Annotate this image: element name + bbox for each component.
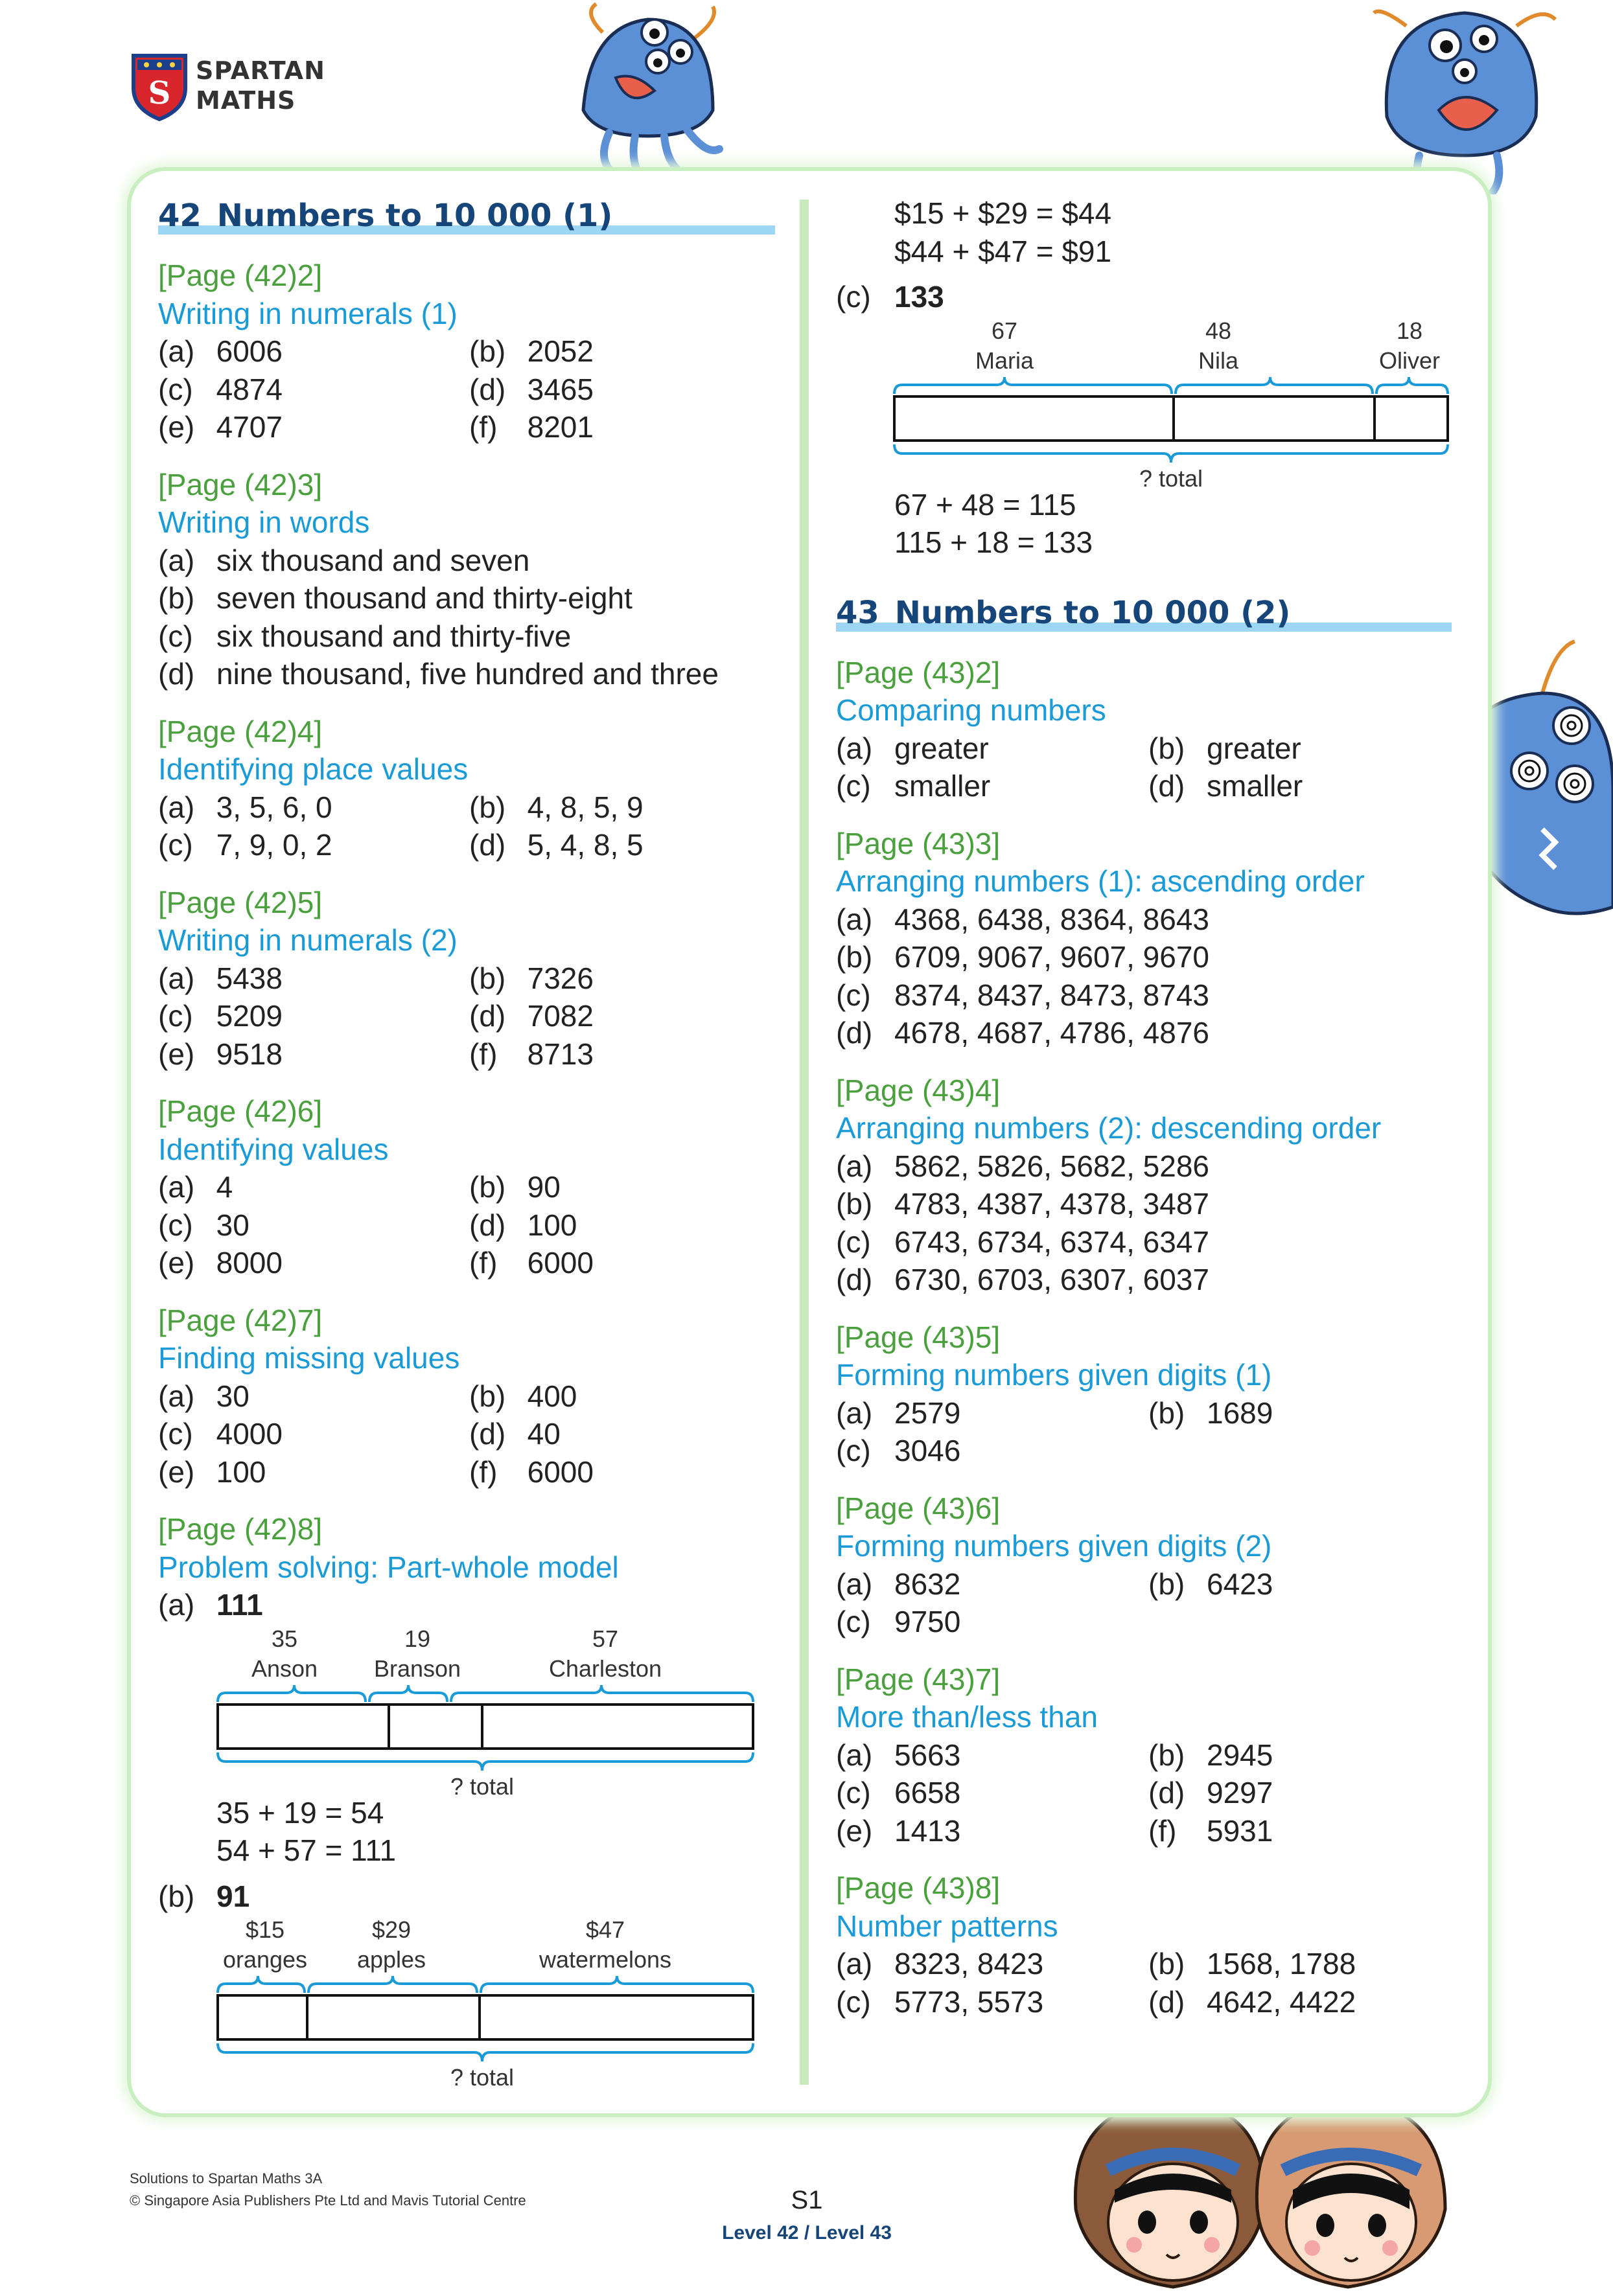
shield-icon [130, 51, 189, 122]
page-ref: [Page (42)5] [158, 885, 323, 919]
item-label: (e) [158, 1246, 195, 1280]
item-label: (b) [469, 790, 506, 824]
page-ref: [Page (43)6] [836, 1491, 1001, 1525]
answer-value: 6000 [527, 1454, 594, 1489]
answer-value: 100 [527, 1208, 577, 1242]
answer-row [836, 1394, 1471, 1432]
answer-value: 3465 [527, 372, 594, 406]
answer-row [836, 938, 1471, 976]
item-label: (a) [158, 961, 195, 995]
item-label: (b) [469, 1170, 506, 1204]
topic-heading: Forming numbers given digits (1) [836, 1358, 1272, 1392]
answer-block [158, 237, 780, 446]
item-label: (a) [158, 1170, 195, 1204]
svg-text:S: S [148, 75, 171, 111]
page-ref: [Page (42)4] [158, 714, 323, 748]
answer-row [836, 901, 1471, 939]
page-ref: [Page (43)2] [836, 655, 1001, 689]
item-label: (c) [158, 1208, 193, 1242]
answer-block [158, 1282, 780, 1491]
model-brackets [158, 1684, 780, 1774]
answer-row [158, 997, 780, 1035]
right-column [836, 194, 1471, 2021]
item-label: (d) [469, 999, 506, 1033]
answer-row [836, 767, 1471, 805]
item-label: (d) [836, 1263, 873, 1296]
answer-block [836, 1470, 1471, 1641]
topic-heading: Identifying place values [158, 752, 469, 786]
answer-value: 4000 [216, 1417, 283, 1451]
answer-row [836, 1223, 1471, 1261]
answer-value: smaller [1207, 769, 1303, 803]
answer-row [158, 1877, 780, 1916]
model-part-label: $47 watermelons [539, 1916, 672, 1973]
part-whole-model-c [836, 316, 1471, 492]
item-label: (b) [469, 334, 506, 368]
answer-value: 5, 4, 8, 5 [527, 828, 644, 862]
item-label: (b) [158, 581, 195, 615]
answer-value: 8632 [894, 1567, 961, 1601]
answer-row [836, 1014, 1471, 1052]
item-label: (a) [158, 334, 195, 368]
answer-value: 30 [216, 1208, 249, 1242]
answer-value: 91 [216, 1879, 250, 1913]
answer-value: 8374, 8437, 8473, 8743 [894, 978, 1210, 1012]
page-ref: [Page (42)2] [158, 258, 323, 292]
item-label: (b) [158, 1879, 195, 1913]
right-answer-blocks [836, 634, 1471, 2021]
page-ref: [Page (42)6] [158, 1094, 323, 1128]
item-label: (e) [158, 1454, 195, 1489]
answer-block [836, 1299, 1471, 1470]
answer-value: 8201 [527, 410, 594, 444]
answer-block [836, 1641, 1471, 1850]
answer-row [158, 371, 780, 409]
item-label: (a) [836, 1738, 873, 1772]
model-part-label: $29 apples [356, 1916, 426, 1973]
model-total-label: ? total [1139, 465, 1203, 492]
page-number: S1 [791, 2186, 823, 2214]
item-label: (b) [1148, 1567, 1185, 1601]
answer-row [158, 1453, 780, 1491]
model-part-label: 18 Oliver [1378, 317, 1440, 374]
answer-value: 5931 [1207, 1813, 1273, 1848]
answer-value: 1413 [894, 1813, 961, 1848]
item-label: (d) [1148, 1984, 1185, 2019]
working-line: 54 + 57 = 111 [216, 1833, 397, 1867]
item-label: (d) [836, 1016, 873, 1050]
answer-value: 133 [894, 280, 944, 314]
answer-block [836, 805, 1471, 1052]
item-label: (b) [1148, 731, 1185, 765]
answer-row [836, 1603, 1471, 1641]
topic-heading: Forming numbers given digits (2) [836, 1529, 1272, 1563]
answer-value: greater [1207, 731, 1301, 765]
answer-block [158, 1073, 780, 1282]
item-label: (b) [836, 1187, 873, 1221]
footer-levels: Level 42 / Level 43 [722, 2222, 892, 2244]
answer-row [836, 1147, 1471, 1186]
spartan-maths-logo [130, 51, 325, 122]
brand-line2: MATHS [196, 86, 296, 115]
working-line: $15 + $29 = $44 [894, 196, 1112, 230]
page-ref: [Page (43)5] [836, 1320, 1001, 1354]
footer-credits [130, 2168, 526, 2212]
answer-row [836, 1261, 1471, 1299]
working-line: $44 + $47 = $91 [894, 234, 1112, 268]
working-lines [836, 194, 1471, 270]
answer-value: 30 [216, 1379, 249, 1413]
model-part-label: 19 Branson [373, 1625, 461, 1682]
working-line: 35 + 19 = 54 [216, 1795, 384, 1830]
answer-row [836, 278, 1471, 316]
answer-value: 9297 [1207, 1776, 1273, 1809]
answer-value: 6743, 6734, 6374, 6347 [894, 1224, 1210, 1259]
item-label: (b) [469, 961, 506, 995]
item-label: (c) [158, 999, 193, 1033]
item-label: (d) [1148, 1776, 1185, 1809]
model-part-label: 48 Nila [1198, 317, 1238, 374]
page-ref: [Page (43)3] [836, 826, 1001, 860]
section-title-text: Numbers to 10 000 (1) [216, 198, 613, 234]
answer-value: 100 [216, 1454, 266, 1489]
item-label: (c) [158, 1417, 193, 1451]
model-part-label: 67 Maria [975, 317, 1034, 374]
answer-value: 6709, 9067, 9607, 9670 [894, 940, 1210, 974]
topic-heading: Number patterns [836, 1909, 1058, 1943]
working-line: 115 + 18 = 133 [894, 525, 1093, 559]
item-label: (d) [1148, 769, 1185, 803]
item-label: (a) [158, 1588, 195, 1622]
topic-heading: More than/less than [836, 1700, 1098, 1734]
answer-value: 7, 9, 0, 2 [216, 828, 332, 862]
answer-value: 5209 [216, 999, 283, 1033]
item-label: (a) [836, 1149, 873, 1183]
model-brackets [158, 1975, 780, 2065]
answer-row [836, 1185, 1471, 1223]
item-label: (b) [1148, 1395, 1185, 1430]
item-label: (c) [836, 1434, 871, 1467]
answer-row [158, 542, 780, 580]
answer-value: six thousand and seven [216, 543, 530, 577]
page-ref: [Page (43)4] [836, 1073, 1001, 1107]
answer-value: 7082 [527, 999, 594, 1033]
topic-heading: Identifying values [158, 1132, 389, 1166]
item-label: (b) [836, 940, 873, 974]
page-ref: [Page (43)7] [836, 1662, 1001, 1696]
section-title-42 [158, 194, 780, 237]
answer-row [836, 1432, 1471, 1470]
answer-value: 4874 [216, 372, 283, 406]
answer-row [836, 1945, 1471, 1983]
answer-value: 8713 [527, 1037, 594, 1071]
page-ref: [Page (43)8] [836, 1871, 1001, 1905]
model-total-label: ? total [450, 1773, 515, 1800]
model-total-label: ? total [450, 2064, 515, 2091]
brand-name [196, 56, 325, 115]
item-label: (f) [1148, 1813, 1177, 1848]
item-label: (c) [836, 978, 871, 1012]
item-label: (e) [158, 1037, 195, 1071]
answer-row [158, 408, 780, 446]
answer-value: 1568, 1788 [1207, 1947, 1356, 1980]
item-label: (e) [836, 1813, 873, 1848]
part-whole-model-b [158, 1915, 780, 2091]
answer-value: 3, 5, 6, 0 [216, 790, 332, 824]
column-divider [800, 200, 809, 2085]
section-number: 42 [158, 198, 202, 234]
answer-row [158, 617, 780, 656]
item-label: (c) [836, 1224, 871, 1259]
item-label: (e) [158, 410, 195, 444]
answer-value: 2052 [527, 334, 594, 368]
answer-value: 9750 [894, 1605, 961, 1638]
blue-monster-illustration [557, 0, 739, 194]
answer-row [158, 579, 780, 617]
answer-row [836, 1736, 1471, 1774]
answer-row [158, 826, 780, 864]
answer-value: 8323, 8423 [894, 1947, 1044, 1980]
answer-value: seven thousand and thirty-eight [216, 581, 632, 615]
answer-value: 111 [216, 1588, 263, 1622]
answer-block [158, 446, 780, 693]
section-title-43 [836, 591, 1471, 634]
answer-value: 4707 [216, 410, 283, 444]
answer-row [158, 1377, 780, 1416]
answer-row [158, 1035, 780, 1073]
topic-heading: Writing in words [158, 505, 370, 539]
left-column [158, 194, 780, 2091]
answer-row [836, 1983, 1471, 2021]
model-part-label: 57 Charleston [548, 1625, 662, 1682]
topic-heading: Comparing numbers [836, 693, 1106, 727]
topic-heading: Arranging numbers (2): descending order [836, 1111, 1382, 1145]
item-label: (b) [1148, 1947, 1185, 1980]
item-label: (f) [469, 1454, 498, 1489]
answer-row [158, 655, 780, 693]
answer-value: 2945 [1207, 1738, 1273, 1772]
answer-value: 40 [527, 1417, 561, 1451]
answer-row [836, 976, 1471, 1015]
item-label: (a) [158, 543, 195, 577]
answer-row [158, 1586, 780, 1624]
answer-row [158, 1244, 780, 1282]
item-label: (a) [836, 1947, 873, 1980]
answer-value: 6730, 6703, 6307, 6037 [894, 1263, 1210, 1296]
answer-value: 5663 [894, 1738, 961, 1772]
page-ref: [Page (42)8] [158, 1512, 323, 1546]
answer-value: 4 [216, 1170, 233, 1204]
answer-value: 4783, 4387, 4378, 3487 [894, 1187, 1210, 1221]
model-brackets [836, 376, 1471, 466]
footer-copyright: © Singapore Asia Publishers Pte Ltd and Mavis Tutorial Centre [130, 2192, 526, 2209]
answer-row [158, 1415, 780, 1453]
answer-block [836, 1850, 1471, 2021]
answer-value: 90 [527, 1170, 561, 1204]
item-label: (f) [469, 1246, 498, 1280]
section-number: 43 [836, 594, 879, 631]
blue-monster-illustration-2 [1367, 0, 1562, 194]
answer-value: smaller [894, 769, 991, 803]
item-label: (c) [836, 1776, 871, 1809]
answer-value: 4642, 4422 [1207, 1984, 1356, 2019]
answer-value: six thousand and thirty-five [216, 619, 572, 653]
answer-row [836, 1812, 1471, 1850]
item-label: (a) [836, 1567, 873, 1601]
topic-heading: Writing in numerals (2) [158, 923, 458, 957]
item-label: (d) [469, 1208, 506, 1242]
answer-row [158, 1206, 780, 1245]
answer-value: 9518 [216, 1037, 283, 1071]
item-label: (b) [469, 1379, 506, 1413]
item-label: (a) [836, 1395, 873, 1430]
section-title-text: Numbers to 10 000 (2) [894, 594, 1291, 631]
footer-book-title: Solutions to Spartan Maths 3A [130, 2170, 323, 2187]
item-label: (a) [158, 1379, 195, 1413]
answer-block [158, 693, 780, 864]
answer-value: 4678, 4687, 4786, 4876 [894, 1016, 1210, 1050]
item-label: (f) [469, 1037, 498, 1071]
answer-value: 5862, 5826, 5682, 5286 [894, 1149, 1210, 1183]
answer-value: 6000 [527, 1246, 594, 1280]
item-label: (c) [836, 769, 871, 803]
answer-value: 8000 [216, 1246, 283, 1280]
answer-value: 6658 [894, 1776, 961, 1809]
item-label: (a) [836, 902, 873, 936]
answer-row [158, 788, 780, 827]
item-label: (a) [836, 731, 873, 765]
answer-value: 400 [527, 1379, 577, 1413]
answer-block [158, 864, 780, 1073]
answer-value: 7326 [527, 961, 594, 995]
answer-row [836, 729, 1471, 768]
item-label: (c) [836, 1605, 871, 1638]
item-label: (d) [469, 828, 506, 862]
answer-row [836, 1774, 1471, 1812]
left-answer-blocks [158, 237, 780, 1491]
answer-row [158, 959, 780, 998]
answer-value: nine thousand, five hundred and three [216, 657, 719, 691]
item-label: (c) [158, 619, 193, 653]
answer-row [158, 332, 780, 371]
item-label: (c) [158, 372, 193, 406]
item-label: (d) [158, 657, 195, 691]
item-label: (d) [469, 1417, 506, 1451]
topic-heading: Finding missing values [158, 1341, 460, 1375]
brand-line1: SPARTAN [196, 56, 325, 85]
page-ref: [Page (42)3] [158, 467, 323, 501]
item-label: (c) [836, 280, 871, 314]
working-line: 67 + 48 = 115 [894, 487, 1076, 522]
item-label: (d) [469, 372, 506, 406]
answer-value: 2579 [894, 1395, 961, 1430]
answer-value: greater [894, 731, 989, 765]
item-label: (b) [1148, 1738, 1185, 1772]
model-part-label: $15 oranges [222, 1916, 308, 1973]
item-label: (c) [158, 828, 193, 862]
answer-value: 3046 [894, 1434, 961, 1467]
answer-value: 5773, 5573 [894, 1984, 1044, 2019]
answer-row [158, 1168, 780, 1206]
topic-heading: Arranging numbers (1): ascending order [836, 864, 1365, 898]
answer-value: 4368, 6438, 8364, 8643 [894, 902, 1210, 936]
topic-heading: Writing in numerals (1) [158, 296, 458, 330]
answer-value: 6006 [216, 334, 283, 368]
page-ref: [Page (42)7] [158, 1303, 323, 1337]
item-label: (c) [836, 1984, 871, 2019]
answer-value: 6423 [1207, 1567, 1273, 1601]
answer-block [836, 1052, 1471, 1299]
item-label: (f) [469, 410, 498, 444]
answer-block [836, 634, 1471, 805]
item-label: (a) [158, 790, 195, 824]
model-part-label: 35 Anson [251, 1625, 318, 1682]
answer-value: 5438 [216, 961, 283, 995]
topic-heading: Problem solving: Part-whole model [158, 1550, 619, 1584]
answer-value: 1689 [1207, 1395, 1273, 1430]
answer-value: 4, 8, 5, 9 [527, 790, 644, 824]
part-whole-model-a [158, 1624, 780, 1800]
answer-row [836, 1565, 1471, 1603]
